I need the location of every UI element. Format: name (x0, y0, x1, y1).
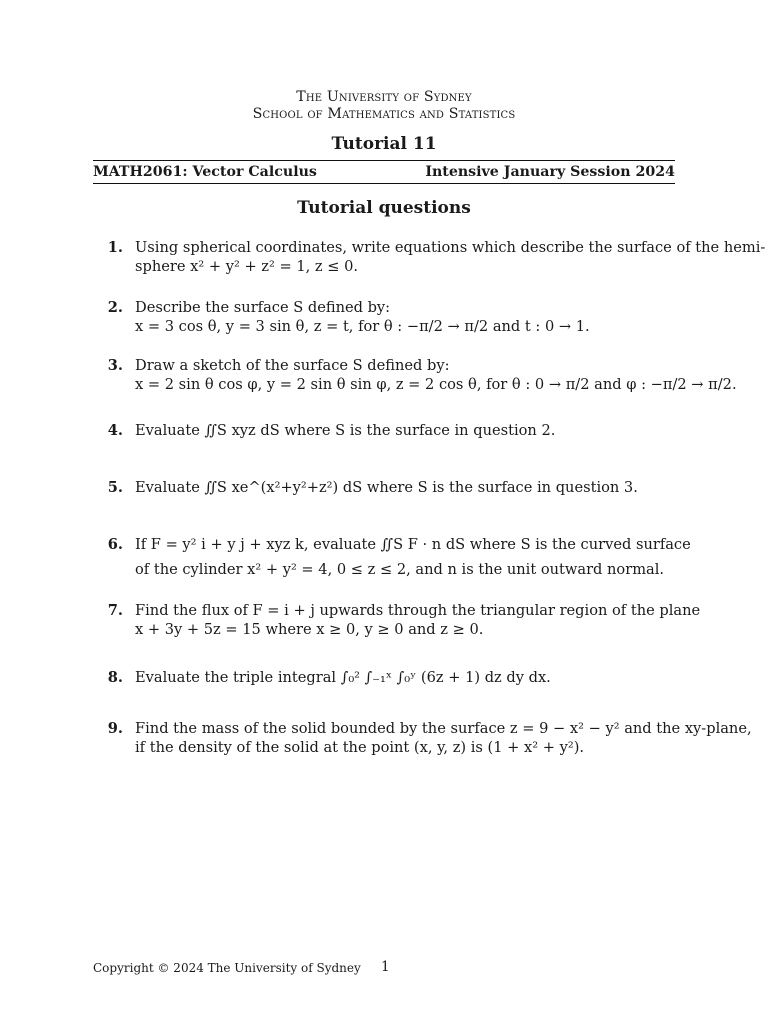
question-text-line: Find the flux of F = i + j upwards through the triangular region of the plane (135, 602, 701, 619)
tutorial-title: Tutorial 11 (331, 134, 437, 154)
top-rule (93, 160, 675, 161)
bottom-rule (93, 183, 675, 184)
question-text-line: x = 3 cos θ, y = 3 sin θ, z = t, for θ : −π/2 → π/2 and t : 0 → 1. (135, 318, 590, 335)
copyright-footer: Copyright © 2024 The University of Sydney (93, 961, 361, 975)
question-number: 1. (107, 239, 123, 256)
question-text-line: Evaluate the triple integral ∫₀² ∫₋₁ˣ ∫₀ʸ (6z + 1) dz dy dx. (135, 669, 551, 686)
question-text-line: Find the mass of the solid bounded by the surface z = 9 − x² − y² and the xy-plane, (135, 720, 752, 737)
question-number: 2. (107, 299, 123, 316)
school-name: School of Mathematics and Statistics (252, 106, 516, 122)
section-title: Tutorial questions (297, 198, 471, 218)
course-header-row (93, 163, 675, 181)
question-text-line: Evaluate ∬S xe^(x²+y²+z²) dS where S is the surface in question 3. (135, 479, 638, 496)
question-number: 5. (107, 479, 123, 496)
question-number: 6. (107, 536, 123, 553)
question-number: 7. (107, 602, 123, 619)
question-text-line: If F = y² i + y j + xyz k, evaluate ∬S F · n dS where S is the curved surface (135, 536, 691, 553)
university-name: The University of Sydney (296, 89, 472, 105)
question-text-line: sphere x² + y² + z² = 1, z ≤ 0. (135, 258, 359, 275)
question-text-line: Evaluate ∬S xyz dS where S is the surface in question 2. (135, 422, 556, 439)
session-name: Intensive January Session 2024 (425, 164, 675, 180)
question-text-line: if the density of the solid at the point (x, y, z) is (1 + x² + y²). (135, 739, 585, 756)
question-number: 4. (107, 422, 123, 439)
page-number: 1 (381, 959, 390, 975)
question-text-line: Describe the surface S defined by: (135, 299, 391, 316)
question-text-line: x = 2 sin θ cos φ, y = 2 sin θ sin φ, z = 2 cos θ, for θ : 0 → π/2 and φ : −π/2 → π/2. (135, 376, 737, 393)
question-text-line: Using spherical coordinates, write equations which describe the surface of the hemi- (135, 239, 766, 256)
question-text-line: x + 3y + 5z = 15 where x ≥ 0, y ≥ 0 and z ≥ 0. (135, 621, 484, 638)
question-number: 9. (107, 720, 123, 737)
question-number: 8. (107, 669, 123, 686)
question-number: 3. (107, 357, 123, 374)
question-text-line: of the cylinder x² + y² = 4, 0 ≤ z ≤ 2, and n is the unit outward normal. (135, 561, 665, 578)
course-name: MATH2061: Vector Calculus (93, 164, 317, 180)
question-text-line: Draw a sketch of the surface S defined by: (135, 357, 450, 374)
